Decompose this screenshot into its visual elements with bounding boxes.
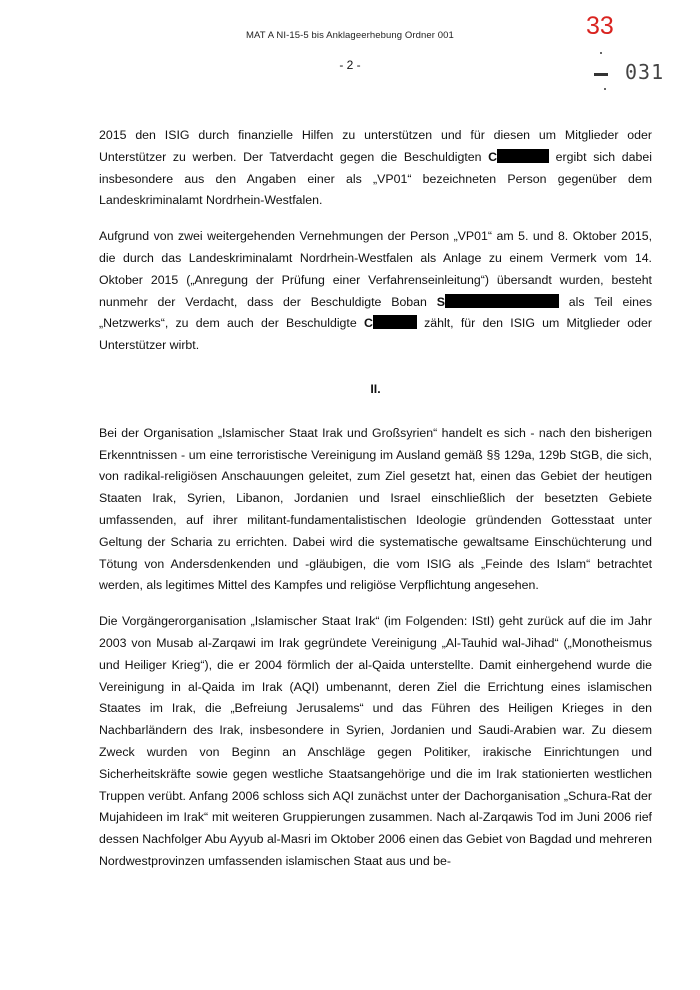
redaction-bar xyxy=(497,149,549,163)
redaction-bar xyxy=(445,294,559,308)
paragraph-3: Bei der Organisation „Islamischer Staat Irak und Großsyrien“ handelt es sich - nach den bisherigen Erkenntnissen - um eine terroristische Vereinigung im Ausland gemäß §§ 129a, 129b StGB, die sich, von radikal-religiösen Anschauungen geleitet, zum Ziel gesetzt hat, einen das Gebiet der heutigen Staaten Irak, Syrien, Libanon, Jordanien und Israel einschließlich der besetzten Gebiete umfassenden, auf ihrer militant-fundamentalistischen Ideologie gründenden Gottesstaat unter Geltung der Scharia zu errichten. Dabei wird die systematische gewaltsame Einschüchterung und Tötung von Andersdenkenden und -gläubigen, die vom ISIG als „Feinde des Islam“ betrachtet werden, als legitimes Mittel des Kampfes und religiöse Verpflichtung angesehen. xyxy=(99,425,652,593)
redacted-initial: S xyxy=(436,294,445,309)
redacted-initial: C xyxy=(488,149,498,164)
file-reference: MAT A NI-15-5 bis Anklageerhebung Ordner 001 xyxy=(246,30,454,41)
paragraph-1-text-b: ergibt sich dabei insbesondere aus den Angaben einer als „VP01“ bezeichneten Person gegenüber dem Landeskriminalamt Nordrhein-Westfalen. xyxy=(99,149,652,208)
paragraph-1 xyxy=(99,125,652,212)
scan-speck xyxy=(604,88,606,90)
redacted-initial: C xyxy=(363,316,373,331)
paragraph-2-text-b: als Teil eines „Netzwerks“, zu dem auch der Beschuldigte xyxy=(99,294,653,331)
folio-dash xyxy=(594,73,608,76)
scan-speck xyxy=(600,52,602,54)
paragraph-2-text-a: Aufgrund von zwei weitergehenden Vernehmungen der Person „VP01“ am 5. und 8. Oktober 2015, die durch das Landeskriminalamt Nordrhein-Westfalen als Anlage zu einem Vermerk vom 14. Oktober 2015 („Anregung der Prüfung einer Verfahrenseinleitung“) übersandt wurden, besteht nunmehr der Verdacht, dass der Beschuldigte Boban xyxy=(99,229,652,309)
paragraph-2 xyxy=(99,226,652,357)
section-heading: II. xyxy=(370,381,381,396)
document-body xyxy=(99,125,652,887)
page-number: - 2 - xyxy=(339,58,361,72)
paragraph-2-text-c: zählt, für den ISIG um Mitglieder oder Unterstützer wirbt. xyxy=(99,316,652,353)
paragraph-4: Die Vorgängerorganisation „Islamischer Staat Irak“ (im Folgenden: IStI) geht zurück auf die im Jahr 2003 von Musab al-Zarqawi im Irak gegründete Vereinigung „Al-Tauhid wal-Jihad“ („Monotheismus und Heiliger Krieg“), die er 2004 förmlich der al-Qaida unterstellte. Damit einhergehend wurde die Vereinigung in al-Qaida im Irak (AQI) umbenannt, deren Ziel die Errichtung eines islamischen Staates im Irak, die „Befreiung Jerusalems“ und das Führen des Heiligen Krieges in den Nachbarländern des Irak, insbesondere in Syrien, Jordanien und Saudi-Arabien war. Zu diesem Zweck wurden von Beginn an Anschläge gegen Politiker, irakische Einrichtungen und Sicherheitskräfte sowie gegen westliche Staatsangehörige und die im Irak stationierten westlichen Truppen verübt. Anfang 2006 schloss sich AQI zunächst unter der Dachorganisation „Schura-Rat der Mujahideen im Irak“ mit weiteren Gruppierungen zusammen. Nach al-Zarqawis Tod im Juni 2006 rief dessen Nachfolger Abu Ayyub al-Masri im Oktober 2006 einen das Gebiet von Bagdad und mehreren Nordwestprovinzen umfassenden islamischen Staat aus und be- xyxy=(99,614,652,868)
stamp-number: 33 xyxy=(586,12,614,40)
redaction-bar xyxy=(373,315,417,329)
paragraph-1-text-a: 2015 den ISIG durch finanzielle Hilfen zu unterstützen und für diesen um Mitglieder oder Unterstützer zu werben. Der Tatverdacht gegen die Beschuldigten xyxy=(99,128,652,164)
folio-number: 031 xyxy=(625,60,665,84)
